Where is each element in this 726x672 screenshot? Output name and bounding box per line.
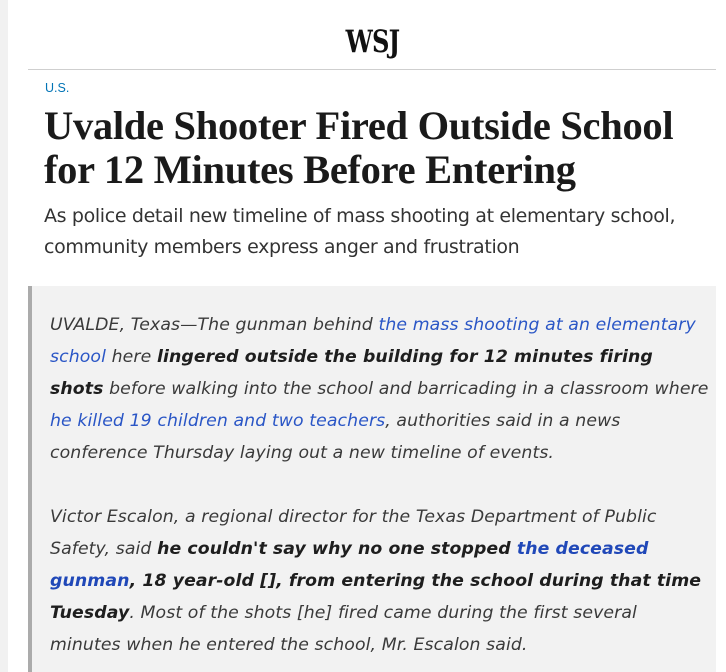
text-span: here bbox=[106, 347, 157, 367]
bold-text-span: he couldn't say why no one stopped bbox=[157, 539, 517, 559]
bold-text-span: , 18 year-old [], from entering the school during that time Tuesday bbox=[50, 571, 702, 623]
text-span: before walking into the school and barricading in a classroom where bbox=[103, 379, 709, 399]
mass-shooting-link[interactable]: the mass shooting at an elementary school bbox=[50, 315, 696, 367]
text-span: . Most of the shots [he] fired came during the first several minutes when he entered the school, Mr. Escalon said. bbox=[50, 603, 637, 655]
excerpt-paragraph-1 bbox=[50, 309, 710, 469]
left-rail bbox=[0, 0, 8, 672]
masthead bbox=[28, 18, 716, 68]
article-headline: Uvalde Shooter Fired Outside School for 12 Minutes Before Entering bbox=[44, 103, 674, 192]
victims-link[interactable]: he killed 19 children and two teachers bbox=[50, 411, 386, 431]
excerpt-paragraph-2 bbox=[50, 501, 710, 661]
text-span: Victor Escalon, a regional director for the Texas Department of Public Safety, said bbox=[50, 507, 657, 559]
article-dek: As police detail new timeline of mass shooting at elementary school, community members express anger and frustration bbox=[44, 205, 676, 258]
bold-text: lingered outside the building for 12 minutes firing shots bbox=[50, 347, 653, 399]
masthead-divider bbox=[28, 69, 716, 70]
text-span: , authorities said in a news conference Thursday laying out a new timeline of events. bbox=[50, 411, 621, 463]
wsj-logo[interactable]: WSJ bbox=[345, 24, 399, 60]
quoted-excerpt bbox=[28, 286, 716, 672]
text-span: UVALDE, Texas—The gunman behind bbox=[50, 315, 379, 335]
section-label-link[interactable]: U.S. bbox=[45, 81, 70, 95]
deceased-gunman-link[interactable]: the deceased gunman bbox=[50, 539, 649, 591]
